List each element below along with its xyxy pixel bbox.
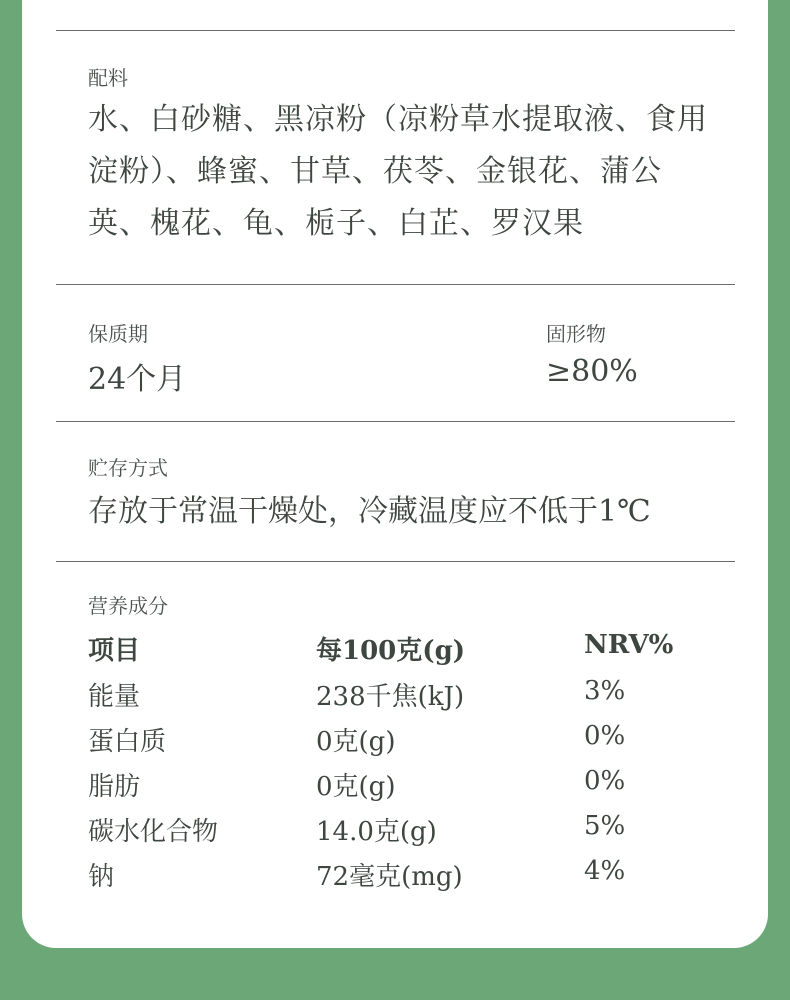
nutrient-amount: 72毫克(mg)	[316, 862, 463, 892]
nutrition-label: 营养成分	[88, 594, 168, 618]
ingredients-text: 水、白砂糖、黑凉粉（凉粉草水提取液、食用淀粉）、蜂蜜、甘草、茯苓、金银花、蒲公英、槐花、龟、栀子、白芷、罗汉果	[88, 102, 708, 241]
nutrient-nrv: 0%	[584, 721, 626, 751]
nutrient-amount: 238千焦(kJ)	[316, 682, 465, 712]
nutrient-amount: 0克(g)	[316, 727, 396, 757]
shelf-life-label: 保质期	[88, 322, 148, 346]
nutrient-name: 脂肪	[88, 772, 141, 802]
divider	[56, 561, 735, 562]
nutrient-nrv: 0%	[584, 766, 626, 796]
nutrient-nrv: 4%	[584, 856, 626, 886]
header-per-100g: 每100克(g)	[316, 636, 466, 666]
ingredients-label: 配料	[88, 66, 128, 90]
nutrient-name: 蛋白质	[88, 727, 167, 757]
nutrient-nrv: 3%	[584, 676, 626, 706]
table-row	[88, 811, 728, 856]
table-row	[88, 721, 728, 766]
nutrient-name: 钠	[88, 862, 115, 892]
table-row	[88, 676, 728, 721]
nutrient-amount: 0克(g)	[316, 772, 396, 802]
nutrient-name: 能量	[88, 682, 141, 712]
storage-value: 存放于常温干燥处，冷藏温度应不低于1℃	[88, 494, 651, 529]
solids-label: 固形物	[546, 322, 606, 346]
shelf-life-value: 24个月	[88, 362, 187, 397]
nutrient-amount: 14.0克(g)	[316, 817, 437, 847]
nutrition-table-header	[88, 630, 728, 675]
divider	[56, 421, 735, 422]
header-item: 项目	[88, 636, 141, 666]
nutrient-name: 碳水化合物	[88, 817, 219, 847]
solids-value: ≥80%	[546, 354, 638, 389]
table-row	[88, 766, 728, 811]
divider	[56, 30, 735, 31]
divider	[56, 284, 735, 285]
nutrient-nrv: 5%	[584, 811, 626, 841]
storage-label: 贮存方式	[88, 456, 168, 480]
header-nrv: NRV%	[584, 630, 674, 660]
table-row	[88, 856, 728, 901]
